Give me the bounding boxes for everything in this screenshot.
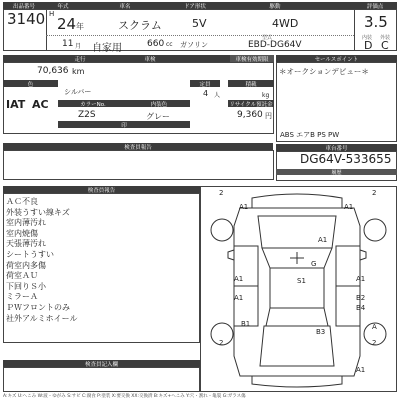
aircon-value: AC: [32, 98, 49, 111]
color-value: シルバー: [64, 88, 92, 96]
remarks-label: 検査員記入欄: [84, 362, 118, 368]
interior-grade: C: [381, 39, 389, 52]
remarks-box: [3, 150, 274, 180]
note-item: 荷室内多傷: [6, 260, 46, 270]
damage-mark: A1: [344, 203, 354, 211]
damage-mark: A1: [318, 236, 328, 244]
note-item: 天張薄汚れ: [6, 239, 46, 249]
lot-number: 3140: [7, 10, 46, 28]
month-suffix: 月: [75, 43, 82, 50]
note-item: 外装うすい線キズ: [6, 207, 70, 217]
score-value: 3.5: [364, 13, 388, 31]
use-value: 自家用: [92, 43, 122, 54]
month-value: 11: [62, 39, 74, 49]
damage-mark: S1: [297, 277, 306, 285]
equipment-text: ABS エアB PS PW: [280, 131, 340, 139]
interior-color-value: グレー: [146, 112, 170, 121]
exterior-label: 外装: [380, 35, 391, 41]
seats-unit: 人: [214, 92, 221, 99]
damage-mark: A1: [356, 275, 366, 283]
tire-mark-rr: 2: [372, 339, 377, 347]
vin-value: DG64V-533655: [300, 152, 392, 166]
score-label: 評価点: [366, 4, 384, 10]
damage-mark: A1: [234, 294, 244, 302]
damage-mark: B3: [316, 328, 326, 336]
exterior-grade: D: [364, 39, 373, 52]
load-label: 積載: [245, 82, 257, 88]
recycle-value: 9,360: [237, 110, 263, 120]
history-label: 履歴: [331, 170, 342, 176]
drive-value: 4WD: [272, 17, 299, 30]
note-item: 室内薄汚れ: [6, 218, 46, 228]
car-diagram: [200, 186, 397, 392]
inspection-date-label: 車検有効期限: [235, 57, 269, 63]
sales-point-text: ＊オークションデビュー＊: [279, 67, 369, 76]
inspector-notes-label-top: 検査員報告: [124, 145, 152, 151]
doors-label: ドア形状: [184, 4, 206, 10]
mileage-value: 70,636: [37, 66, 69, 76]
doors-value: 5V: [192, 17, 207, 30]
tire-mark-fl: 2: [219, 189, 224, 197]
type-code: EBD-DG64V: [248, 40, 302, 50]
tire-mark-fr: 2: [372, 189, 377, 197]
seats-value: 4: [203, 89, 209, 98]
car-name: スクラム: [118, 19, 162, 32]
seats-label: 定員: [199, 82, 211, 88]
year-value: 24: [57, 15, 77, 33]
mileage-unit: km: [72, 67, 85, 76]
note-item: 社外アルミホイール: [6, 313, 78, 323]
recycle-unit: 円: [265, 112, 272, 120]
interior-color-label: 内装色: [150, 102, 168, 108]
note-item: 荷室ＡＵ: [6, 271, 38, 281]
type-code-label: 型式: [262, 35, 273, 41]
inspector-notes-label: 検査員報告: [87, 188, 116, 194]
cc-value: 660: [147, 39, 165, 49]
damage-mark: B1: [241, 320, 251, 328]
cc-unit: cc: [166, 41, 173, 48]
recycle-label: リサイクル預託金: [229, 102, 273, 108]
era: H: [49, 10, 55, 18]
model-label: 車名: [119, 4, 131, 10]
remarks-bottom-box: [3, 367, 200, 392]
damage-mark: G: [311, 260, 317, 268]
damage-mark: B2: [356, 294, 366, 302]
color-code-label: カラーNo.: [80, 102, 106, 108]
note-item: 室内焼傷: [6, 228, 38, 238]
damage-mark: A1: [239, 203, 249, 211]
sales-points-label: セールスポイント: [314, 57, 359, 63]
damage-mark: A1: [356, 366, 366, 374]
year-suffix: 年: [76, 22, 84, 31]
seal-label: 印: [121, 123, 127, 129]
note-item: ＡＣ不良: [6, 197, 38, 206]
vin-label: 車台番号: [325, 146, 348, 152]
damage-mark: A1: [234, 275, 244, 283]
fuel-value: ガソリン: [180, 41, 208, 49]
shift-value: IAT: [6, 98, 26, 111]
color-label: 色: [27, 82, 34, 88]
drive-label: 駆動: [269, 4, 281, 10]
tire-mark-rl: 2: [219, 339, 224, 347]
note-item: ミラーＡ: [6, 292, 38, 302]
color-code-value: Z2S: [78, 110, 96, 120]
note-item: ＰＷフロントのみ: [6, 303, 70, 312]
note-item: シートうすい: [6, 250, 54, 259]
inspection-label: 車検: [144, 57, 156, 63]
year-label: 年式: [57, 4, 69, 10]
note-item: 下回りＳ小: [6, 281, 46, 291]
load-unit: kg: [262, 92, 270, 99]
damage-mark: A: [372, 323, 377, 331]
interior-label: 内装: [362, 35, 373, 41]
lot-label: 出品番号: [12, 4, 35, 10]
damage-mark: B4: [356, 304, 366, 312]
footer-legend: A:キズ U:へこみ W:波・ゆがみ S:サビ C:腐食 P:塗装 X:要交換 XX:交換済 B:キズ+へこみ Y:穴・割れ・亀裂 G:ガラス傷: [3, 394, 246, 399]
mileage-label: 走行: [74, 57, 86, 63]
